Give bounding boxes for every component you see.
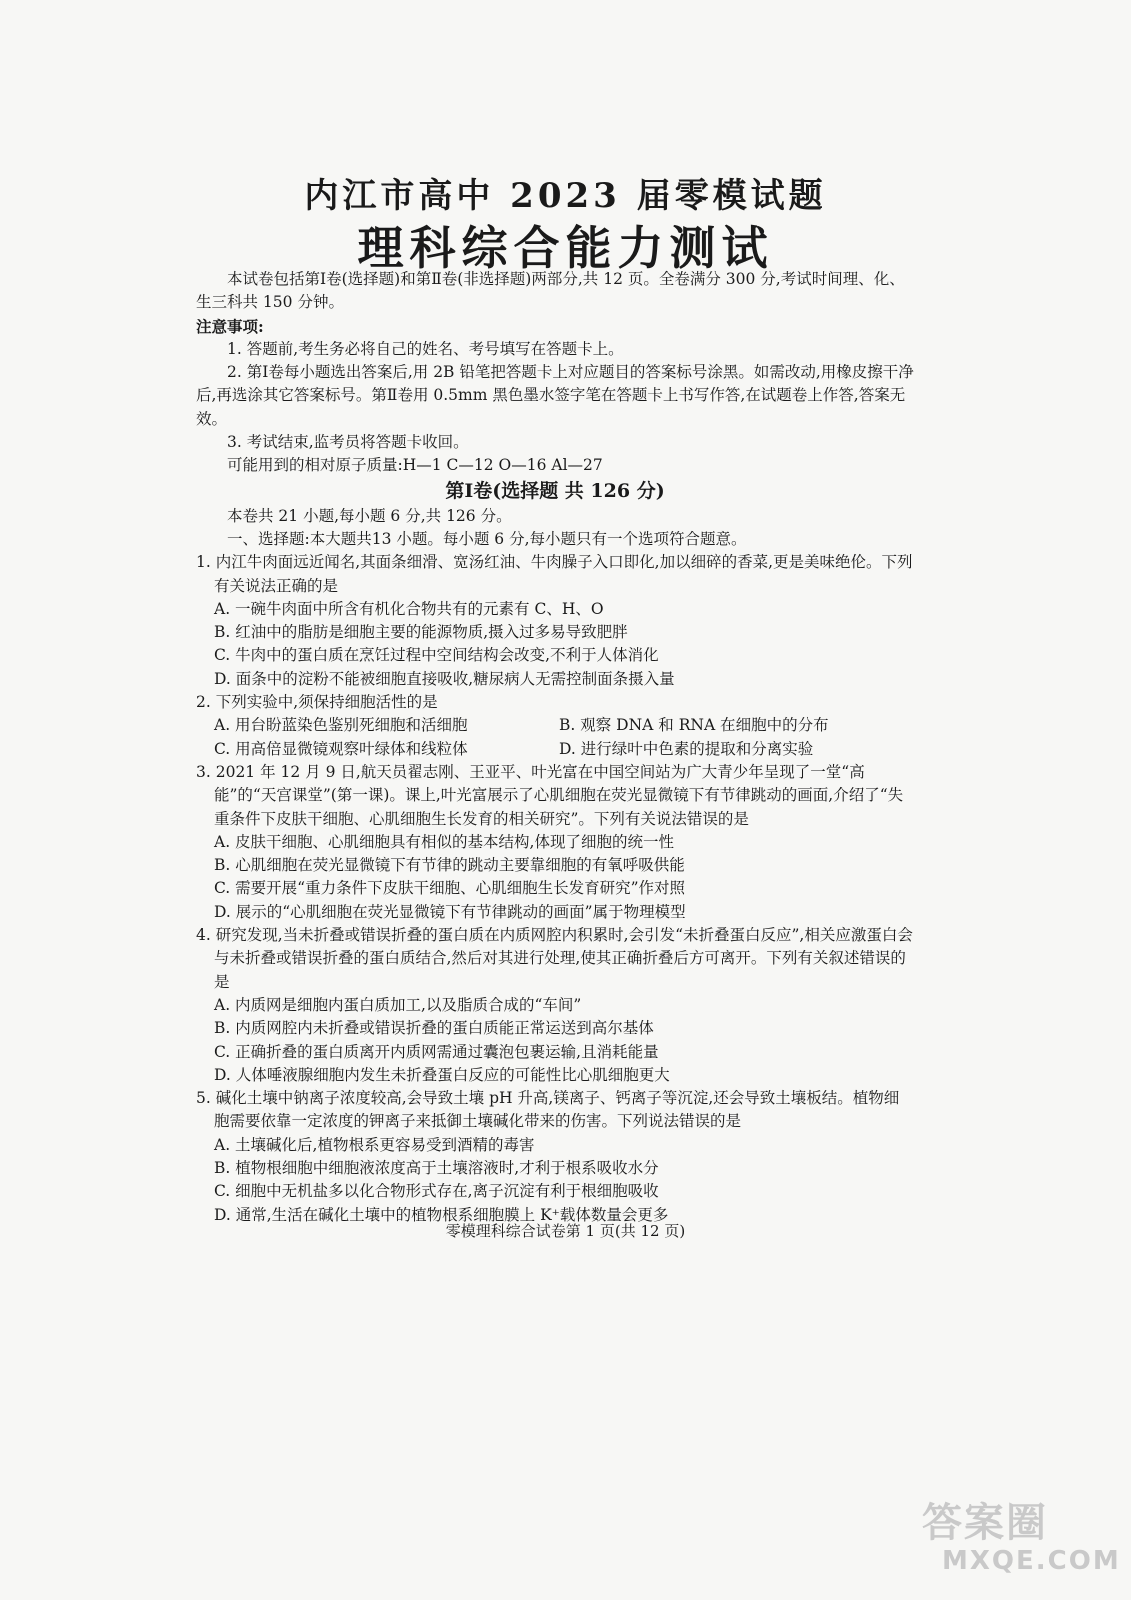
exam-title: 内江市高中 2023 届零模试题 (304, 176, 827, 216)
option-d: D. 进行绿叶中色素的提取和分离实验 (559, 739, 814, 758)
option-d: D. 人体唾液腺细胞内发生未折叠蛋白反应的可能性比心肌细胞更大 (214, 1065, 670, 1084)
notice-item-3: 3. 考试结束,监考员将答题卡收回。 (227, 433, 469, 452)
option-c: C. 牛肉中的蛋白质在烹饪过程中空间结构会改变,不利于人体消化 (214, 646, 659, 665)
option-a: A. 皮肤干细胞、心肌细胞具有相似的基本结构,体现了细胞的统一性 (214, 832, 674, 851)
option-d: D. 面条中的淀粉不能被细胞直接吸收,糖尿病人无需控制面条摄入量 (214, 669, 675, 688)
options-row-2 (196, 738, 914, 761)
atomic-masses: 可能用到的相对原子质量:H—1 C—12 O—16 Al—27 (227, 456, 603, 475)
question-stem: 1. 内江牛肉面远近闻名,其面条细滑、宽汤红油、牛肉臊子入口即化,加以细碎的香菜,更是美味绝伦。下列有关说法正确的是 (196, 553, 913, 595)
option-c: C. 需要开展“重力条件下皮肤干细胞、心肌细胞生长发育研究”作对照 (214, 879, 686, 898)
options-row-1 (196, 714, 914, 737)
question-4 (196, 924, 914, 1087)
notice-item-1: 1. 答题前,考生务必将自己的姓名、考号填写在答题卡上。 (227, 339, 624, 358)
question-5 (196, 1087, 914, 1227)
section-info: 本卷共 21 小题,每小题 6 分,共 126 分。 (227, 506, 512, 525)
option-b: B. 植物根细胞中细胞液浓度高于土壤溶液时,才利于根系吸收水分 (214, 1158, 659, 1177)
question-stem: 2. 下列实验中,须保持细胞活性的是 (196, 693, 438, 712)
option-d: D. 通常,生活在碱化土壤中的植物根系细胞膜上 K⁺载体数量会更多 (214, 1205, 669, 1224)
option-b: B. 观察 DNA 和 RNA 在细胞中的分布 (559, 716, 829, 735)
section-title: 第Ⅰ卷(选择题 共 126 分) (445, 479, 665, 502)
watermark-text: 答案圈 (922, 1500, 1048, 1546)
option-d: D. 展示的“心肌细胞在荧光显微镜下有节律跳动的画面”属于物理模型 (214, 902, 686, 921)
exam-subtitle: 理科综合能力测试 (357, 221, 774, 275)
option-b: B. 心肌细胞在荧光显微镜下有节律的跳动主要靠细胞的有氧呼吸供能 (214, 856, 685, 875)
watermark-logo (922, 1500, 1121, 1590)
option-c: C. 用高倍显微镜观察叶绿体和线粒体 (214, 739, 468, 758)
question-stem: 4. 研究发现,当未折叠或错误折叠的蛋白质在内质网腔内积累时,会引发“未折叠蛋白反应”,相关应激蛋白会与未折叠或错误折叠的蛋白质结合,然后对其进行处理,使其正确折叠后方可离开。下列有关叙述错误的是 (196, 926, 913, 991)
option-a: A. 内质网是细胞内蛋白质加工,以及脂质合成的“车间” (214, 995, 582, 1014)
option-a: A. 用台盼蓝染色鉴别死细胞和活细胞 (214, 716, 468, 735)
question-stem: 5. 碱化土壤中钠离子浓度较高,会导致土壤 pH 升高,镁离子、钙离子等沉淀,还会导致土壤板结。植物细胞需要依靠一定浓度的钾离子来抵御土壤碱化带来的伤害。下列说法错误的是 (196, 1089, 900, 1131)
section-part: 一、选择题:本大题共13 小题。每小题 6 分,每小题只有一个选项符合题意。 (227, 529, 747, 548)
option-a: A. 一碗牛肉面中所含有机化合物共有的元素有 C、H、O (214, 599, 604, 618)
option-c: C. 正确折叠的蛋白质离开内质网需通过囊泡包裹运输,且消耗能量 (214, 1042, 659, 1061)
question-1 (196, 551, 914, 691)
option-c: C. 细胞中无机盐多以化合物形式存在,离子沉淀有利于根细胞吸收 (214, 1182, 659, 1201)
watermark-url: MXQE.COM (942, 1546, 1121, 1576)
notice-item-2: 2. 第Ⅰ卷每小题选出答案后,用 2B 铅笔把答题卡上对应题目的答案标号涂黑。如需改动,用橡皮擦干净后,再选涂其它答案标号。第Ⅱ卷用 0.5mm 黑色墨水签字笔在答题卡上书写作答,在试题卷上作答,答案无效。 (196, 363, 914, 428)
option-b: B. 内质网腔内未折叠或错误折叠的蛋白质能正常运送到高尔基体 (214, 1019, 654, 1038)
page-footer: 零模理科综合试卷第 1 页(共 12 页) (445, 1222, 686, 1240)
question-3 (196, 761, 914, 924)
question-2 (196, 691, 914, 761)
exam-content (196, 268, 914, 1227)
notice-heading: 注意事项: (196, 316, 264, 336)
intro-text: 本试卷包括第Ⅰ卷(选择题)和第Ⅱ卷(非选择题)两部分,共 12 页。全卷满分 300 分,考试时间理、化、生三科共 150 分钟。 (196, 270, 905, 312)
option-b: B. 红油中的脂肪是细胞主要的能源物质,摄入过多易导致肥胖 (214, 623, 628, 642)
question-stem: 3. 2021 年 12 月 9 日,航天员翟志刚、王亚平、叶光富在中国空间站为广大青少年呈现了一堂“高能”的“天宫课堂”(第一课)。课上,叶光富展示了心肌细胞在荧光显微镜下有节律跳动的画面,介绍了“失重条件下皮肤干细胞、心肌细胞生长发育的相关研究”。下列有关说法错误的是 (196, 762, 904, 828)
option-a: A. 土壤碱化后,植物根系更容易受到酒精的毒害 (214, 1135, 535, 1154)
